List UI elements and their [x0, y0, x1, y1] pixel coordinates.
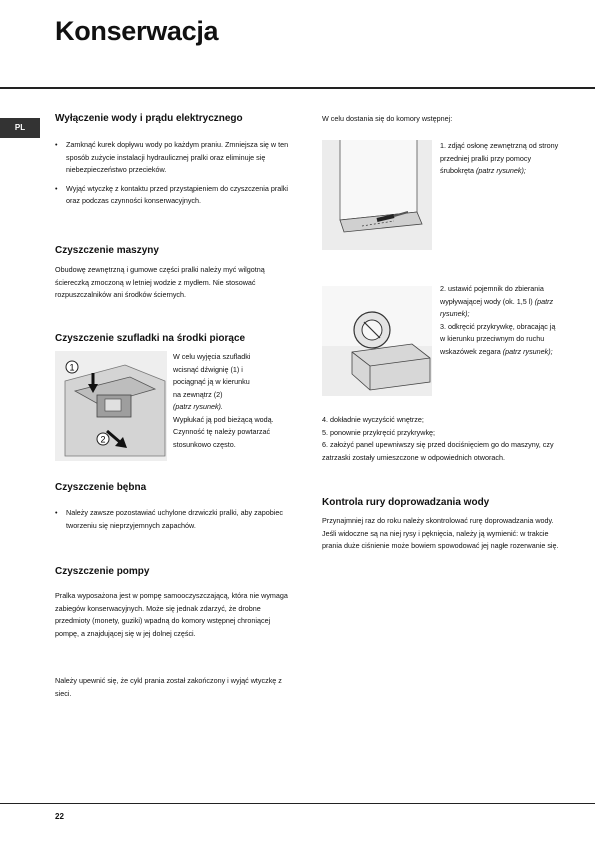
drawer-illustration	[55, 351, 167, 461]
page-title: Konserwacja	[55, 16, 219, 46]
see-figure-note: (patrz rysunek);	[475, 166, 526, 175]
step-2-text: 2. ustawić pojemnik do zbierania wypływającej wody (ok. 1,5 l)	[440, 284, 544, 306]
section-heading-hose-check: Kontrola rury doprowadzania wody	[322, 497, 490, 508]
drawer-figure	[55, 351, 167, 461]
list-item: • Zamknąć kurek dopływu wody po każdym praniu. Zmniejsza się w ten sposób zużycie instalacji hydraulicznej pralki oraz eliminuje się niebezpieczeństwo przecieków.	[55, 139, 295, 177]
footer-rule	[0, 803, 595, 804]
see-figure-note: (patrz rysunek);	[440, 296, 554, 318]
section-heading-drum-cleaning: Czyszczenie bębna	[55, 482, 147, 493]
steps-2-3	[440, 283, 560, 358]
drawer-text-line: W celu wyjęcia szufladki	[173, 352, 251, 361]
step-4: 4. dokładnie wyczyścić wnętrze;	[322, 415, 424, 424]
callout-1: 1	[69, 362, 75, 373]
step-6: 6. założyć panel upewniwszy się przed dociśnięciem go do maszyny, czy zatrzaski zostały umieszczone w odpowiednich otworach.	[322, 440, 554, 462]
drawer-text-line: na zewnątrz (2)	[173, 389, 223, 399]
steps-4-6	[322, 414, 562, 464]
prechamber-intro: W celu dostania się do komory wstępnej:	[322, 114, 453, 123]
pump-cleaning-text: Pralka wyposażona jest w pompę samooczyszczającą, która nie wymaga zabiegów konserwacyjnych. Może się jednak zdarzyć, że drobne przedmioty (monety, guziki) wpadną do komory wstępnej chroniącej pompę, a znajdującej się w jej dolnej części.	[55, 591, 288, 638]
drawer-text	[173, 351, 295, 451]
step-5: 5. ponownie przykręcić przykrywkę;	[322, 427, 436, 437]
pump-cover-illustration	[322, 286, 432, 396]
step-1	[440, 140, 560, 178]
see-figure-note: (patrz rysunek).	[173, 402, 223, 411]
drum-cleaning-list	[55, 507, 295, 532]
callout-2: 2	[100, 434, 106, 445]
list-item: • Wyjąć wtyczkę z kontaktu przed przystąpieniem do czyszczenia pralki oraz podczas czynności konserwacyjnych.	[55, 183, 295, 208]
section-heading-drawer-cleaning: Czyszczenie szufladki na środki piorące	[55, 333, 246, 344]
pump-cover-figure	[322, 286, 432, 396]
panel-removal-illustration	[322, 140, 432, 250]
see-figure-note: (patrz rysunek);	[502, 346, 553, 356]
page-number: 22	[55, 812, 64, 821]
header-rule	[0, 87, 595, 89]
drawer-rinse-text: Wypłukać ją pod bieżącą wodą. Czynność tę należy powtarzać stosunkowo często.	[173, 414, 274, 449]
machine-cleaning-text: Obudowę zewnętrzną i gumowe części pralki należy myć wilgotną ściereczką zmoczoną w letniej wodzie z mydłem. Nie stosować rozpuszczalników ani środków ściernych.	[55, 265, 265, 299]
water-power-list	[55, 139, 295, 208]
hose-check-text: Przynajmniej raz do roku należy skontrolować rurę doprowadzania wody. Jeśli widoczne są na niej rysy i pęknięcia, należy ją wymienić: w trakcie prania duże ciśnienie może bowiem spowodować jej nagłe rozerwanie się.	[322, 516, 559, 550]
list-item: • Należy zawsze pozostawiać uchylone drzwiczki pralki, aby zapobiec tworzeniu się nieprzyjemnych zapachów.	[55, 507, 295, 532]
section-heading-machine-cleaning: Czyszczenie maszyny	[55, 245, 159, 256]
section-heading-water-power: Wyłączenie wody i prądu elektrycznego	[55, 113, 243, 124]
step-2	[440, 283, 560, 321]
drawer-text-line: pociągnąć ją w kierunku	[173, 377, 250, 386]
panel-removal-figure	[322, 140, 432, 250]
step-3-text: 3. odkręcić przykrywkę, obracając ją w kierunku przeciwnym do ruchu wskazówek zegara	[440, 321, 556, 356]
section-heading-pump-cleaning: Czyszczenie pompy	[55, 566, 150, 577]
step-3	[440, 321, 560, 359]
step-1-text: 1. zdjąć osłonę zewnętrzną od strony przedniej pralki przy pomocy śrubokręta	[440, 141, 559, 175]
pump-warning-text: Należy upewnić się, że cykl prania został zakończony i wyjąć wtyczkę z sieci.	[55, 676, 282, 698]
drawer-text-line: wcisnąć dźwignię (1) i	[173, 364, 243, 374]
language-tab: PL	[0, 118, 40, 138]
